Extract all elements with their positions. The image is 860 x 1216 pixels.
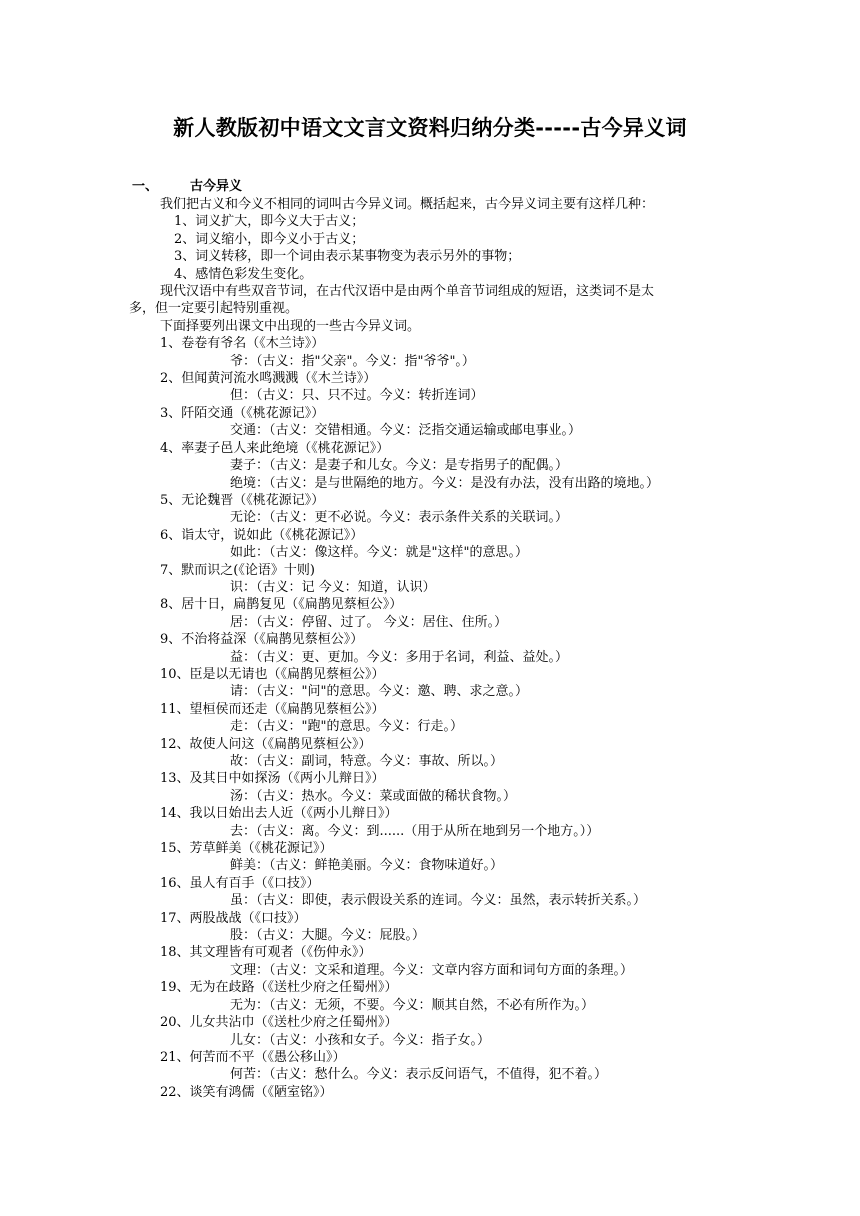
entry-sentence: 17、两股战战（《口技》） [160, 910, 307, 926]
entry-sentence: 13、及其日中如探汤（《两小儿辩日》） [160, 771, 385, 787]
entry-definition: 识：（古义：记 今义：知道，认识） [230, 579, 436, 595]
list-intro: 下面择要列出课文中出现的一些古今异义词。 [160, 318, 421, 334]
entry-sentence: 9、不治将益深（《扁鹊见蔡桓公》） [160, 632, 364, 648]
entry-definition: 但：（古义：只、只不过。今义：转折连词） [230, 388, 484, 404]
section-title: 古今异义 [190, 179, 243, 194]
entry-definition: 儿女：（古义：小孩和女子。今义：指子女。） [230, 1032, 491, 1048]
section-number: 一、 [132, 179, 159, 194]
entry-definition: 何苦：（古义：愁什么。今义：表示反问语气，不值得，犯不着。） [230, 1067, 608, 1083]
entry-definition: 交通：（古义：交错相通。今义：泛指交通运输或邮电事业。） [230, 423, 582, 439]
entry-list [132, 335, 732, 1101]
entry-definition: 股：（古义：大腿。今义：屁股。） [230, 928, 426, 944]
entry-sentence: 4、率妻子邑人来此绝境（《桃花源记》） [160, 440, 390, 456]
entry-definition: 如此：（古义：像这样。今义：就是"这样"的意思。） [230, 545, 528, 561]
entry-sentence: 3、阡陌交通（《桃花源记》） [160, 405, 325, 421]
entry-definition: 无为：（古义：无须，不要。今义：顺其自然，不必有所作为。） [230, 997, 595, 1013]
entry-definition: 妻子：（古义：是妻子和儿女。今义：是专指男子的配偶。） [230, 458, 569, 474]
entry-definition: 去：（古义：离。今义：到......（用于从所在地到另一个地方。）） [230, 823, 600, 839]
type-item: 4、感情色彩发生变化。 [174, 266, 313, 282]
section-heading [132, 175, 242, 194]
note-paragraph-line: 多，但一定要引起特别重视。 [129, 301, 299, 317]
type-item: 2、词义缩小，即今义小于古义； [174, 231, 365, 247]
entry-definition: 汤：（古义：热水。今义：菜或面做的稀状食物。） [230, 788, 517, 804]
document-title: 新人教版初中语文文言文资料归纳分类-----古今异义词 [173, 116, 687, 140]
entry-sentence: 7、默而识之(《论语》十则) [160, 562, 315, 578]
entry-definition: 爷：（古义：指"父亲"。今义：指"爷爷"。） [230, 353, 475, 369]
entry-sentence: 2、但闻黄河流水鸣溅溅（《木兰诗》） [160, 371, 377, 387]
entry-definition: 绝境：（古义：是与世隔绝的地方。今义：是没有办法，没有出路的境地。） [230, 475, 660, 491]
entry-sentence: 1、卷卷有爷名（《木兰诗》） [160, 336, 325, 352]
entry-sentence: 18、其文理皆有可观者（《伤仲永》） [160, 945, 372, 961]
entry-sentence: 5、无论魏晋（《桃花源记》） [160, 492, 325, 508]
entry-sentence: 20、儿女共沾巾（《送杜少府之任蜀州》） [160, 1015, 398, 1031]
entry-definition: 无论：（古义：更不必说。今义：表示条件关系的关联词。） [230, 510, 569, 526]
entry-definition: 居：（古义：停留、过了。 今义：居住、住所。） [230, 614, 508, 630]
entry-sentence: 6、诣太守，说如此（《桃花源记》） [160, 527, 364, 543]
entry-sentence: 11、望桓侯而还走（《扁鹊见蔡桓公》） [160, 701, 385, 717]
note-paragraph-line: 现代汉语中有些双音节词，在古代汉语中是由两个单音节词组成的短语，这类词不是太 [160, 284, 655, 300]
entry-definition: 文理：（古义：文采和道理。今义：文章内容方面和词句方面的条理。） [230, 962, 634, 978]
entry-sentence: 15、芳草鲜美（《桃花源记》） [160, 841, 333, 857]
entry-definition: 益：（古义：更、更加。今义：多用于名词，利益、益处。） [230, 649, 569, 665]
intro-paragraph: 我们把古义和今义不相同的词叫古今异义词。概括起来，古今异义词主要有这样几种： [160, 197, 655, 212]
entry-sentence: 10、臣是以无请也（《扁鹊见蔡桓公》） [160, 666, 385, 682]
type-item: 1、词义扩大，即今义大于古义； [174, 214, 365, 230]
entry-definition: 虽：（古义：即使，表示假设关系的连词。今义：虽然，表示转折关系。） [230, 893, 647, 909]
entry-sentence: 21、何苦而不平（《愚公移山》） [160, 1049, 346, 1065]
entry-definition: 走：（古义："跑"的意思。今义：行走。） [230, 719, 463, 735]
type-item: 3、词义转移，即一个词由表示某事物变为表示另外的事物； [174, 249, 521, 265]
entry-definition: 故：（古义：副词，特意。今义：事故、所以。） [230, 754, 504, 769]
entry-definition: 请：（古义："问"的意思。今义：邀、聘、求之意。） [230, 684, 528, 700]
entry-sentence: 16、虽人有百手（《口技》） [160, 875, 320, 891]
entry-sentence: 22、谈笑有鸿儒（《陋室铭》） [160, 1084, 333, 1100]
entry-definition: 鲜美：（古义：鲜艳美丽。今义：食物味道好。） [230, 858, 504, 874]
entry-sentence: 12、故使人问这（《扁鹊见蔡桓公》） [160, 736, 372, 752]
entry-sentence: 19、无为在歧路（《送杜少府之任蜀州》） [160, 980, 398, 996]
entry-sentence: 14、我以日始出去人近（《两小儿辩日》） [160, 806, 398, 822]
document-body [129, 196, 732, 1101]
entry-sentence: 8、居十日，扁鹊复见（《扁鹊见蔡桓公》） [160, 597, 403, 613]
